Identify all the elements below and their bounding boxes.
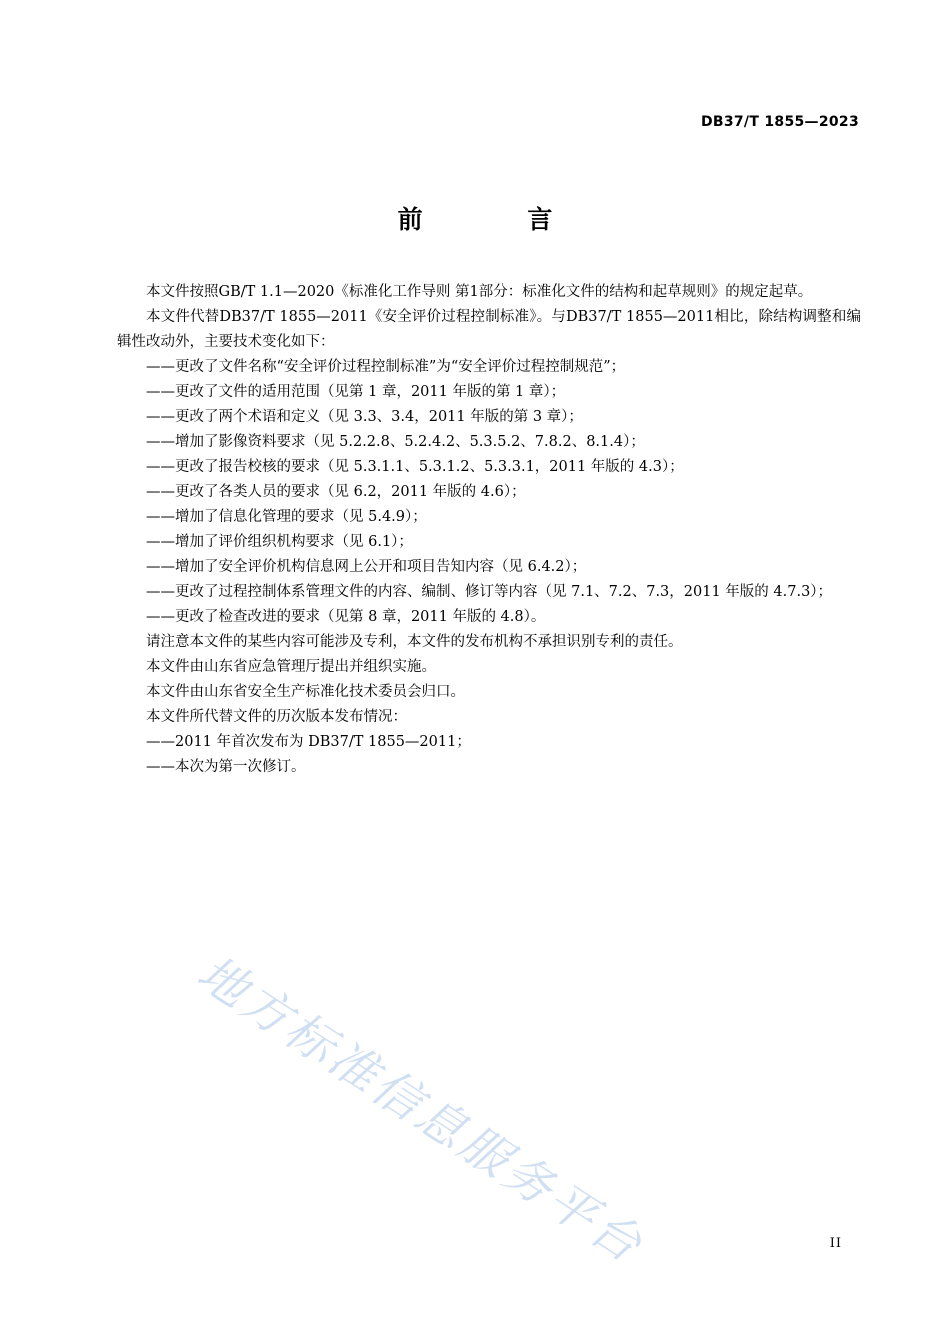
change-item: ——增加了评价组织机构要求（见 6.1）；	[146, 534, 413, 550]
history-intro: 本文件所代替文件的历次版本发布情况：	[146, 709, 407, 725]
change-item: ——更改了报告校核的要求（见 5.3.1.1、5.3.1.2、5.3.3.1，2011 年版的 4.3）；	[146, 459, 684, 475]
change-item: ——增加了信息化管理的要求（见 5.4.9）；	[146, 509, 427, 525]
change-item: ——增加了安全评价机构信息网上公开和项目告知内容（见 6.4.2）；	[146, 559, 587, 575]
history-item: ——本次为第一次修订。	[146, 759, 306, 775]
document-body	[117, 280, 861, 780]
page-number: II	[829, 1236, 842, 1251]
drafting-basis-paragraph: 本文件按照GB/T 1.1—2020《标准化工作导则 第1部分：标准化文件的结构和起草规则》的规定起草。	[146, 284, 813, 300]
document-code: DB37/T 1855—2023	[700, 114, 859, 130]
change-item: ——更改了两个术语和定义（见 3.3、3.4，2011 年版的第 3 章）；	[146, 409, 583, 425]
history-item: ——2011 年首次发布为 DB37/T 1855—2011；	[146, 734, 471, 750]
change-item: ——更改了各类人员的要求（见 6.2，2011 年版的 4.6）；	[146, 484, 526, 500]
change-item: ——增加了影像资料要求（见 5.2.2.8、5.2.4.2、5.3.5.2、7.8.2、8.1.4）；	[146, 434, 645, 450]
committee-statement: 本文件由山东省安全生产标准化技术委员会归口。	[146, 684, 465, 700]
watermark-text: 地方标准信息服务平台	[187, 944, 654, 1275]
page-title: 前 言	[397, 205, 601, 234]
change-item: ——更改了文件名称“安全评价过程控制标准”为“安全评价过程控制规范”；	[146, 359, 626, 375]
replacement-paragraph: 本文件代替DB37/T 1855—2011《安全评价过程控制标准》。与DB37/T 1855—2011相比，除结构调整和编辑性改动外，主要技术变化如下：	[117, 309, 861, 350]
change-item: ——更改了过程控制体系管理文件的内容、编制、修订等内容（见 7.1、7.2、7.3，2011 年版的 4.7.3）；	[146, 584, 833, 600]
change-item: ——更改了检查改进的要求（见第 8 章，2011 年版的 4.8）。	[146, 609, 546, 625]
change-item: ——更改了文件的适用范围（见第 1 章，2011 年版的第 1 章）；	[146, 384, 566, 400]
proposer-statement: 本文件由山东省应急管理厅提出并组织实施。	[146, 659, 436, 675]
patent-notice: 请注意本文件的某些内容可能涉及专利，本文件的发布机构不承担识别专利的责任。	[146, 634, 683, 650]
